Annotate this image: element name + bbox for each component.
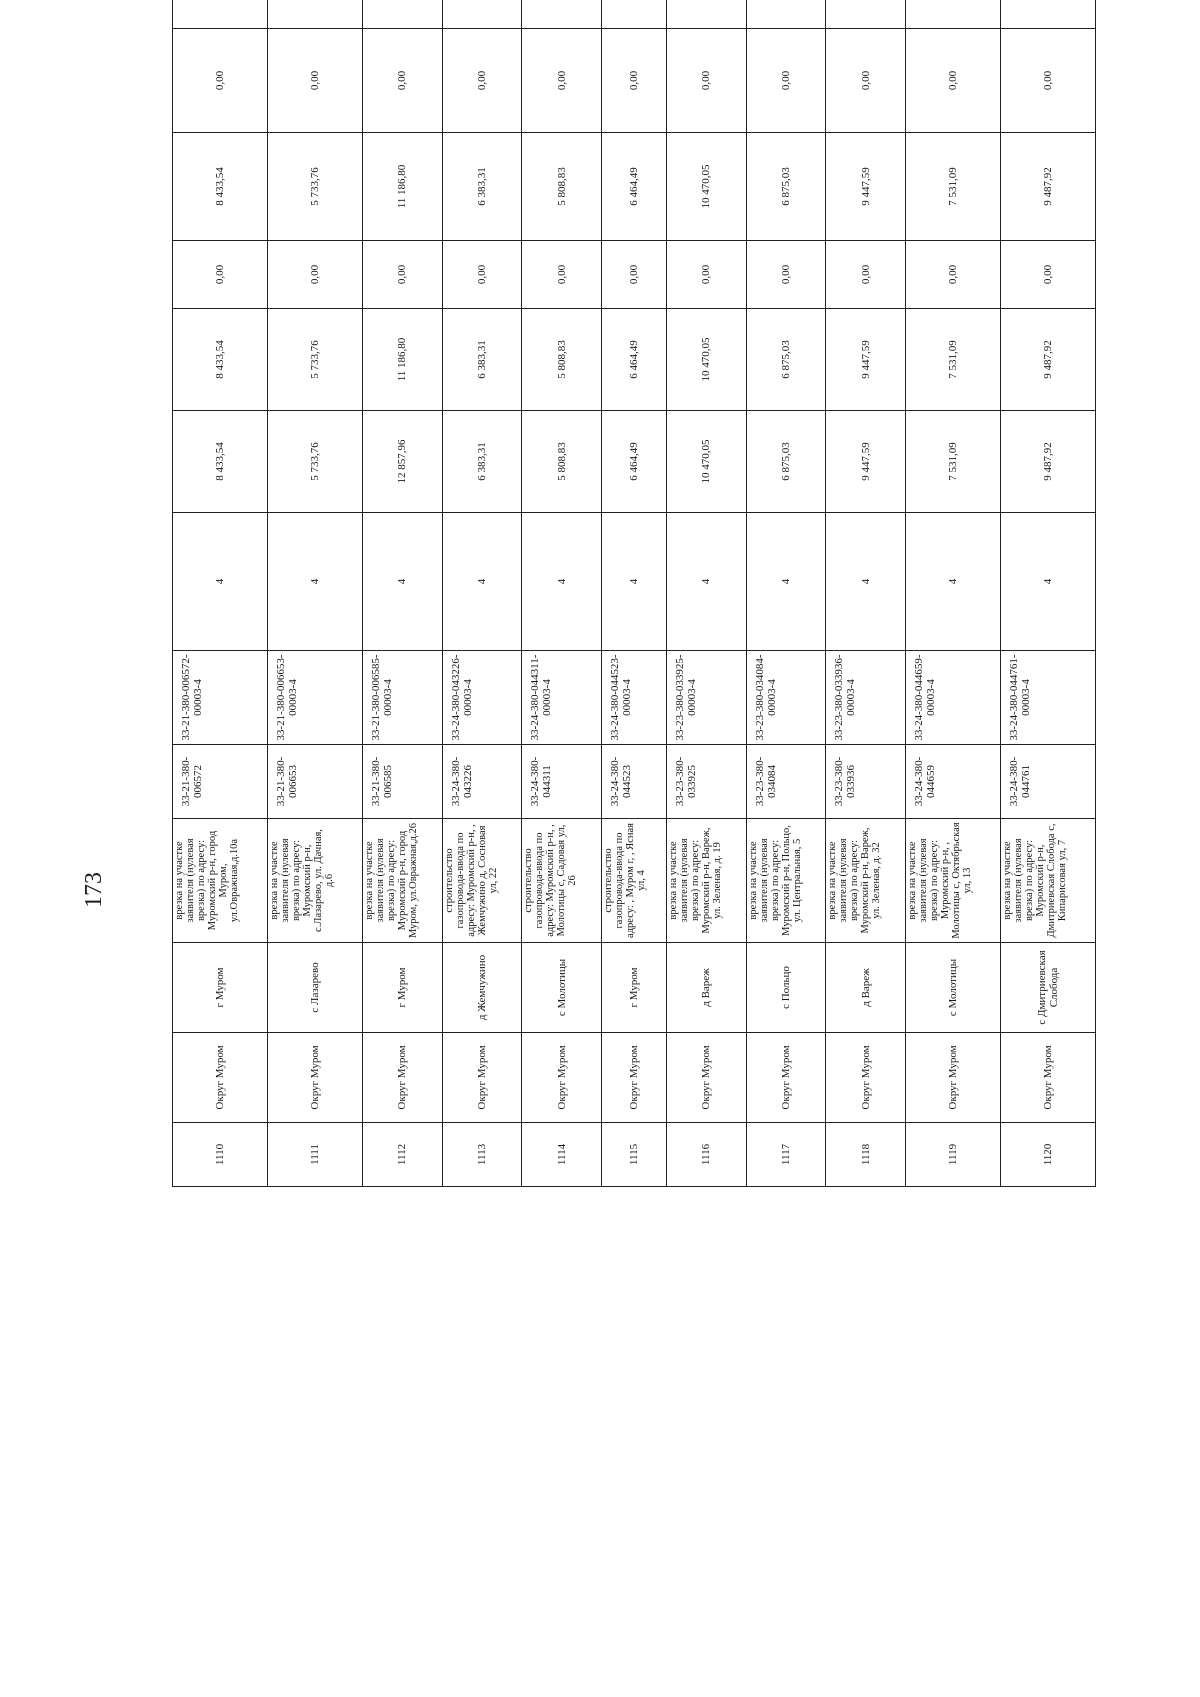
object-id-cell: 33-21-380-006585-00003-4 — [362, 651, 442, 745]
value-5-cell: 0,00 — [906, 29, 1001, 133]
value-3-cell: 0,00 — [267, 241, 362, 309]
value-5-cell: 0,00 — [602, 29, 667, 133]
row-number-cell: 1114 — [522, 1123, 602, 1187]
object-id-cell: 33-24-380-044659-00003-4 — [906, 651, 1001, 745]
value-6-cell — [826, 0, 906, 29]
value-4-cell: 6 464,49 — [602, 133, 667, 241]
address-cell: врезка на участке заявителя (нулевая врезка) по адресу: Муромский р-н, город Муром, ул.Овражная,д.26 — [362, 819, 442, 943]
value-5-cell: 0,00 — [1001, 29, 1096, 133]
category-cell: 4 — [267, 513, 362, 651]
value-3-cell: 0,00 — [362, 241, 442, 309]
value-6-cell — [362, 0, 442, 29]
row-number-cell: 1110 — [173, 1123, 268, 1187]
value-1-cell: 12 857,96 — [362, 411, 442, 513]
object-id-cell: 33-21-380-006653-00003-4 — [267, 651, 362, 745]
value-4-cell: 9 487,92 — [1001, 133, 1096, 241]
district-cell: Округ Муром — [442, 1033, 522, 1123]
data-table — [172, 0, 1096, 1187]
value-4-cell: 7 531,09 — [906, 133, 1001, 241]
value-3-cell: 0,00 — [906, 241, 1001, 309]
value-2-cell: 6 383,31 — [442, 309, 522, 411]
district-cell: Округ Муром — [173, 1033, 268, 1123]
value-1-cell: 10 470,05 — [666, 411, 746, 513]
address-cell: врезка на участке заявителя (нулевая врезка) по адресу: Муромский р-н, с.Лазарево, ул. Дачная, д.6 — [267, 819, 362, 943]
object-id-cell: 33-24-380-044761-00003-4 — [1001, 651, 1096, 745]
district-cell: Округ Муром — [522, 1033, 602, 1123]
value-2-cell: 6 464,49 — [602, 309, 667, 411]
value-1-cell: 8 433,54 — [173, 411, 268, 513]
value-2-cell: 5 733,76 — [267, 309, 362, 411]
table-row — [173, 0, 268, 1187]
table-row — [442, 0, 522, 1187]
district-cell: Округ Муром — [1001, 1033, 1096, 1123]
value-2-cell: 10 470,05 — [666, 309, 746, 411]
value-1-cell: 6 383,31 — [442, 411, 522, 513]
table-row — [267, 0, 362, 1187]
cadastral-number-cell: 33-23-380-034084 — [746, 745, 826, 819]
category-cell: 4 — [906, 513, 1001, 651]
value-5-cell: 0,00 — [666, 29, 746, 133]
address-cell: строительство газопровода-ввода по адресу: , Муром г, , Ясная ул, 4 — [602, 819, 667, 943]
value-1-cell: 6 875,03 — [746, 411, 826, 513]
value-2-cell: 7 531,09 — [906, 309, 1001, 411]
cadastral-number-cell: 33-24-380-043226 — [442, 745, 522, 819]
table-row — [602, 0, 667, 1187]
table-row — [746, 0, 826, 1187]
value-4-cell: 6 875,03 — [746, 133, 826, 241]
address-cell: строительство газопровода-ввода по адресу: Муромский р-н, , Жемчужино д, Сосновая ул, 22 — [442, 819, 522, 943]
table-row — [666, 0, 746, 1187]
address-cell: врезка на участке заявителя (нулевая врезка) по адресу: Муромский р-н, Польцо, ул. Центральная, 5 — [746, 819, 826, 943]
value-3-cell: 0,00 — [746, 241, 826, 309]
cadastral-number-cell: 33-24-380-044761 — [1001, 745, 1096, 819]
locality-cell: с Лазарево — [267, 943, 362, 1033]
value-2-cell: 9 487,92 — [1001, 309, 1096, 411]
category-cell: 4 — [522, 513, 602, 651]
data-table-container — [172, 70, 1096, 1187]
value-5-cell: 0,00 — [267, 29, 362, 133]
address-cell: врезка на участке заявителя (нулевая врезка) по адресу: Муромский р-н, Вареж, ул. Зеленая, д. 32 — [826, 819, 906, 943]
value-4-cell: 10 470,05 — [666, 133, 746, 241]
object-id-cell: 33-21-380-006572-00003-4 — [173, 651, 268, 745]
value-1-cell: 7 531,09 — [906, 411, 1001, 513]
value-3-cell: 0,00 — [442, 241, 522, 309]
address-cell: строительство газопровода-ввода по адресу: Муромский р-н, , Молотицы с, Садовая ул, 26 — [522, 819, 602, 943]
value-1-cell: 9 447,59 — [826, 411, 906, 513]
object-id-cell: 33-23-380-033936-00003-4 — [826, 651, 906, 745]
value-2-cell: 9 447,59 — [826, 309, 906, 411]
table-row — [522, 0, 602, 1187]
category-cell: 4 — [746, 513, 826, 651]
value-1-cell: 6 464,49 — [602, 411, 667, 513]
locality-cell: г Муром — [173, 943, 268, 1033]
district-cell: Округ Муром — [826, 1033, 906, 1123]
address-cell: врезка на участке заявителя (нулевая врезка) по адресу: Муромский р-н, Дмитриевская Слобода с, Кипарисовая ул, 7 — [1001, 819, 1096, 943]
value-5-cell: 0,00 — [442, 29, 522, 133]
value-6-cell — [746, 0, 826, 29]
value-3-cell: 0,00 — [173, 241, 268, 309]
cadastral-number-cell: 33-24-380-044311 — [522, 745, 602, 819]
address-cell: врезка на участке заявителя (нулевая врезка) по адресу: Муромский р-н, Вареж, ул. Зеленая, д. 19 — [666, 819, 746, 943]
cadastral-number-cell: 33-23-380-033925 — [666, 745, 746, 819]
value-3-cell: 0,00 — [666, 241, 746, 309]
value-5-cell: 0,00 — [826, 29, 906, 133]
category-cell: 4 — [362, 513, 442, 651]
value-4-cell: 9 447,59 — [826, 133, 906, 241]
value-1-cell: 5 733,76 — [267, 411, 362, 513]
value-4-cell: 8 433,54 — [173, 133, 268, 241]
value-1-cell: 5 808,83 — [522, 411, 602, 513]
cadastral-number-cell: 33-21-380-006585 — [362, 745, 442, 819]
value-3-cell: 0,00 — [522, 241, 602, 309]
table-body — [173, 0, 1096, 1187]
object-id-cell: 33-24-380-044311-00003-4 — [522, 651, 602, 745]
object-id-cell: 33-23-380-034084-00003-4 — [746, 651, 826, 745]
locality-cell: с Молотицы — [522, 943, 602, 1033]
locality-cell: д Вареж — [666, 943, 746, 1033]
value-6-cell — [1001, 0, 1096, 29]
value-6-cell — [666, 0, 746, 29]
row-number-cell: 1113 — [442, 1123, 522, 1187]
locality-cell: д Вареж — [826, 943, 906, 1033]
locality-cell: с Молотицы — [906, 943, 1001, 1033]
address-cell: врезка на участке заявителя (нулевая врезка) по адресу: Муромский р-н, город Муром, ул.Овражная,д.10а — [173, 819, 268, 943]
cadastral-number-cell: 33-21-380-006572 — [173, 745, 268, 819]
row-number-cell: 1115 — [602, 1123, 667, 1187]
value-6-cell — [267, 0, 362, 29]
value-5-cell: 0,00 — [746, 29, 826, 133]
locality-cell: г Муром — [602, 943, 667, 1033]
value-6-cell — [602, 0, 667, 29]
row-number-cell: 1119 — [906, 1123, 1001, 1187]
district-cell: Округ Муром — [267, 1033, 362, 1123]
cadastral-number-cell: 33-24-380-044659 — [906, 745, 1001, 819]
value-6-cell — [906, 0, 1001, 29]
value-4-cell: 5 733,76 — [267, 133, 362, 241]
value-5-cell: 0,00 — [362, 29, 442, 133]
address-cell: врезка на участке заявителя (нулевая врезка) по адресу: Муромский р-н, , Молотицы с, Октябрьская ул, 13 — [906, 819, 1001, 943]
value-2-cell: 8 433,54 — [173, 309, 268, 411]
value-6-cell — [442, 0, 522, 29]
district-cell: Округ Муром — [746, 1033, 826, 1123]
value-2-cell: 11 186,80 — [362, 309, 442, 411]
category-cell: 4 — [666, 513, 746, 651]
value-5-cell: 0,00 — [522, 29, 602, 133]
district-cell: Округ Муром — [602, 1033, 667, 1123]
cadastral-number-cell: 33-23-380-033936 — [826, 745, 906, 819]
cadastral-number-cell: 33-24-380-044523 — [602, 745, 667, 819]
district-cell: Округ Муром — [666, 1033, 746, 1123]
category-cell: 4 — [826, 513, 906, 651]
value-2-cell: 6 875,03 — [746, 309, 826, 411]
value-6-cell — [173, 0, 268, 29]
locality-cell: с Дмитриевская Слобода — [1001, 943, 1096, 1033]
category-cell: 4 — [1001, 513, 1096, 651]
district-cell: Округ Муром — [906, 1033, 1001, 1123]
value-6-cell — [522, 0, 602, 29]
category-cell: 4 — [602, 513, 667, 651]
page-number: 173 — [81, 872, 107, 908]
value-3-cell: 0,00 — [826, 241, 906, 309]
category-cell: 4 — [173, 513, 268, 651]
value-1-cell: 9 487,92 — [1001, 411, 1096, 513]
row-number-cell: 1112 — [362, 1123, 442, 1187]
district-cell: Округ Муром — [362, 1033, 442, 1123]
value-3-cell: 0,00 — [1001, 241, 1096, 309]
row-number-cell: 1120 — [1001, 1123, 1096, 1187]
value-4-cell: 5 808,83 — [522, 133, 602, 241]
locality-cell: г Муром — [362, 943, 442, 1033]
table-row — [826, 0, 906, 1187]
locality-cell: д Жемчужино — [442, 943, 522, 1033]
table-row — [906, 0, 1001, 1187]
object-id-cell: 33-23-380-033925-00003-4 — [666, 651, 746, 745]
category-cell: 4 — [442, 513, 522, 651]
locality-cell: с Польцо — [746, 943, 826, 1033]
row-number-cell: 1116 — [666, 1123, 746, 1187]
row-number-cell: 1117 — [746, 1123, 826, 1187]
value-4-cell: 6 383,31 — [442, 133, 522, 241]
row-number-cell: 1111 — [267, 1123, 362, 1187]
object-id-cell: 33-24-380-043226-00003-4 — [442, 651, 522, 745]
object-id-cell: 33-24-380-044523-00003-4 — [602, 651, 667, 745]
value-5-cell: 0,00 — [173, 29, 268, 133]
table-row — [1001, 0, 1096, 1187]
cadastral-number-cell: 33-21-380-006653 — [267, 745, 362, 819]
value-3-cell: 0,00 — [602, 241, 667, 309]
table-row — [362, 0, 442, 1187]
value-4-cell: 11 186,80 — [362, 133, 442, 241]
row-number-cell: 1118 — [826, 1123, 906, 1187]
value-2-cell: 5 808,83 — [522, 309, 602, 411]
